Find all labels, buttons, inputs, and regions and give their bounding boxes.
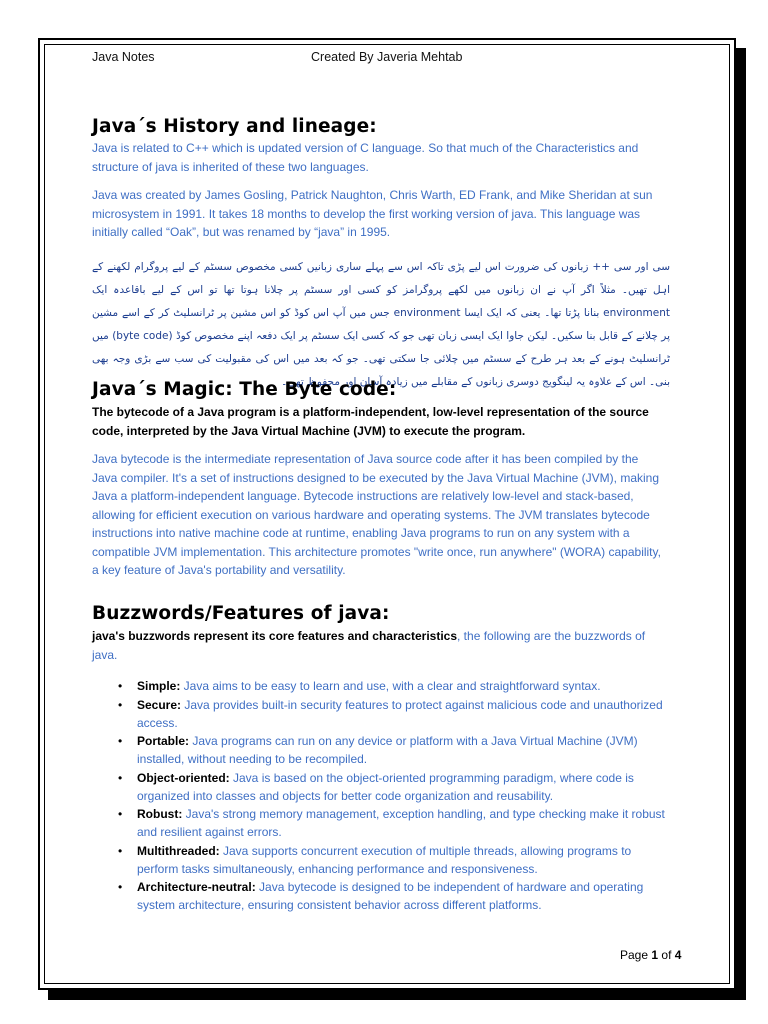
page-of-word: of bbox=[661, 948, 672, 962]
buzzwords-lead-rest: , the following are the buzzwords of java. bbox=[92, 629, 646, 662]
page-word: Page bbox=[620, 948, 649, 962]
feature-desc: Java supports concurrent execution of multiple threads, allowing programs to perform tasks simultaneously, enhancing performance and responsiveness. bbox=[137, 843, 632, 876]
header-center: Created By Javeria Mehtab bbox=[311, 50, 463, 64]
feature-term: Robust: bbox=[137, 807, 183, 821]
buzzwords-list bbox=[92, 677, 672, 915]
feature-desc: Java aims to be easy to learn and use, with a clear and straightforward syntax. bbox=[180, 679, 601, 693]
bullet-icon: • bbox=[118, 734, 123, 748]
buzzwords-lead-bold: java's buzzwords represent its core features and characteristics bbox=[92, 629, 458, 643]
list-item bbox=[92, 769, 672, 805]
bullet-icon: • bbox=[118, 843, 123, 858]
section-heading-history: Java´s History and lineage: bbox=[92, 116, 377, 137]
list-item bbox=[92, 732, 672, 768]
feature-term: Simple: bbox=[137, 679, 181, 693]
feature-term: Architecture-neutral: bbox=[137, 880, 256, 894]
list-item bbox=[92, 878, 672, 914]
feature-desc: Java's strong memory management, exception handling, and type checking make it robust and resilient against errors. bbox=[137, 807, 665, 839]
history-paragraph-1: Java is related to C++ which is updated version of C language. So that much of the Characteristics and structure of java is inherited of these two languages. bbox=[92, 141, 639, 174]
feature-term: Secure: bbox=[137, 697, 182, 712]
header-left: Java Notes bbox=[92, 50, 155, 64]
document-page bbox=[38, 38, 736, 990]
bullet-icon: • bbox=[118, 807, 123, 821]
page-current: 1 bbox=[651, 948, 659, 962]
feature-desc: Java provides built-in security features to protect against malicious code and unauthorized access. bbox=[137, 697, 663, 730]
page-total: 4 bbox=[674, 948, 682, 962]
feature-term: Multithreaded: bbox=[137, 843, 220, 858]
feature-term: Object-oriented: bbox=[137, 770, 230, 785]
bullet-icon: • bbox=[118, 697, 123, 712]
list-item bbox=[92, 805, 672, 841]
feature-desc: Java is based on the object-oriented programming paradigm, where code is organized into classes and objects for better code organization and reusability. bbox=[137, 770, 634, 803]
history-paragraph-2: Java was created by James Gosling, Patrick Naughton, Chris Warth, ED Frank, and Mike Sheridan at sun microsystem in 1991. It takes 18 months to develop the first working version of java. This language was initially called “Oak”, but was renamed by “java” in 1995. bbox=[92, 188, 653, 239]
list-item bbox=[92, 696, 672, 732]
feature-term: Portable: bbox=[137, 734, 190, 748]
list-item bbox=[92, 842, 672, 878]
section-heading-buzzwords: Buzzwords/Features of java: bbox=[92, 603, 390, 624]
history-urdu-paragraph: سی اور سی ++ زبانوں کی ضرورت اس لیے پڑی تاکہ اس سے پہلے ساری زبانیں کسی مخصوص سسٹم کے لیے پروگرام لکھنے کے اہل تھیں۔ مثلاً اگر آپ نے ان زبانوں میں لکھے پروگرامز کو کسی اور سسٹم پر چلانا ہوتا تھا تو اس کے لیے باقاعدہ ایک environment بنانا پڑتا تھا۔ یعنی کہ ایک ایسا environment جس میں آپ اس کوڈ کو اس مشین پر ٹرانسلیٹ کر کے اسے مشین پر چلانے کے قابل بنا سکیں۔ لیکن جاوا ایک ایسی زبان تھی جو کہ کسی ایک سسٹم پر ایک دفعہ اپنے مخصوص کوڈ (byte code) میں ٹرانسلیٹ ہونے کے بعد ہر طرح کے سسٹم میں چلائی جا سکتی تھی۔ جو کہ بعد میں اس کی مقبولیت کی سب سے بڑی وجہ بھی بنی۔ اس کے علاوہ یہ لینگویج دوسری زبانوں کے مقابلے میں زیادہ آسان اور محفوظ تھی۔ bbox=[92, 261, 670, 388]
buzzwords-lead bbox=[92, 627, 664, 664]
feature-desc: Java bytecode is designed to be independent of hardware and operating system architecture, ensuring consistent behavior across different platforms. bbox=[137, 880, 644, 912]
bytecode-lead: The bytecode of a Java program is a platform-independent, low-level representation of the source code, interpreted by the Java Virtual Machine (JVM) to execute the program. bbox=[92, 405, 649, 438]
page-number bbox=[620, 948, 681, 962]
bullet-icon: • bbox=[118, 770, 123, 785]
section-heading-bytecode: Java´s Magic: The Byte code: bbox=[92, 379, 397, 400]
bullet-icon: • bbox=[118, 679, 123, 693]
bullet-icon: • bbox=[118, 880, 123, 894]
bytecode-body: Java bytecode is the intermediate representation of Java source code after it has been compiled by the Java compiler. It's a set of instructions designed to be executed by the Java Virtual Machine (JVM), making Java a platform-independent language. Bytecode instructions are relatively low-level and stack-based, allowing for efficient execution on various hardware and operating systems. The JVM translates bytecode instructions into native machine code at runtime, enabling Java programs to run on any system with a compatible JVM implementation. This architecture promotes "write once, run anywhere" (WORA) capability, a key feature of Java's portability and versatility. bbox=[92, 452, 661, 577]
feature-desc: Java programs can run on any device or platform with a Java Virtual Machine (JVM) installed, without needing to be recompiled. bbox=[137, 734, 638, 766]
list-item bbox=[92, 677, 672, 695]
